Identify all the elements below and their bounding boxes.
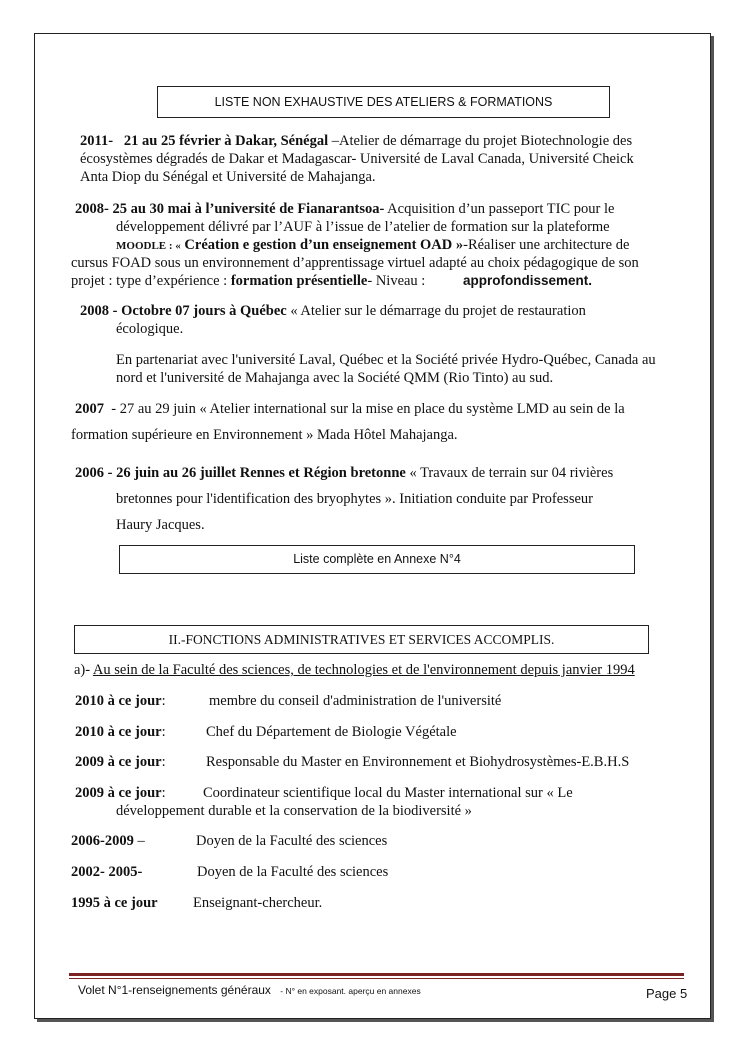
function-date: 2010 à ce jour <box>75 724 162 740</box>
function-sep: : <box>161 785 166 801</box>
page-number: Page 5 <box>646 986 688 1001</box>
function-desc: Chef du Département de Biologie Végétale <box>206 724 457 740</box>
section-a-text: Au sein de la Faculté des sciences, de technologies et de l'environnement depuis janvier 1994 <box>92 662 635 678</box>
entry-2008a-line4: cursus FOAD sous un environnement d’apprentissage virtuel adapté au choix pédagogique de son <box>71 255 639 271</box>
function2-sep: – <box>133 833 145 849</box>
function-desc: membre du conseil d'administration de l'université <box>209 693 502 709</box>
function-desc: Coordinateur scientifique local du Master international sur « Le <box>203 785 573 801</box>
function-row <box>75 784 166 802</box>
entry-2008a-creation: Création e gestion d’un enseignement OAD » <box>184 237 464 253</box>
entry-2008a-moodle: MOODLE : « <box>116 240 181 252</box>
entry-2007-line2: formation supérieure en Environnement » Mada Hôtel Mahajanga. <box>71 427 458 443</box>
entry-2008a-text1: Acquisition d’un passeport TIC pour le <box>387 201 615 217</box>
entry-2006-line2: bretonnes pour l'identification des bryophytes ». Initiation conduite par Professeur <box>116 491 593 507</box>
entry-2011-year: 2011- <box>80 133 114 149</box>
entry-2008b-line1 <box>80 302 586 320</box>
entry-2006-line3: Haury Jacques. <box>116 517 205 533</box>
entry-2008a-type: projet : type d’expérience : <box>71 273 228 289</box>
function-row <box>75 753 166 771</box>
function2-date: 1995 à ce jour <box>71 895 158 911</box>
section2-title: II.-FONCTIONS ADMINISTRATIVES ET SERVICES ACCOMPLIS. <box>168 632 555 647</box>
footer-note: - N° en exposant. aperçu en annexes <box>280 986 421 996</box>
entry-2008b-text1: « Atelier sur le démarrage du projet de restauration <box>290 303 586 319</box>
entry-2008b-line2: écologique. <box>116 321 184 337</box>
function2-date: 2006-2009 <box>71 833 134 849</box>
function-date: 2010 à ce jour <box>75 693 162 709</box>
section-a-heading <box>74 661 635 679</box>
function-desc-cont: développement durable et la conservation de la biodiversité » <box>116 803 472 819</box>
function2-row <box>71 832 145 850</box>
entry-2011-date: 21 au 25 février à Dakar, Sénégal <box>123 133 329 149</box>
entry-2011-text1: –Atelier de démarrage du projet Biotechnologie des <box>331 133 633 149</box>
function-desc: Responsable du Master en Environnement et Biohydrosystèmes-E.B.H.S <box>206 754 630 770</box>
function-date: 2009 à ce jour <box>75 785 162 801</box>
entry-2008a-line2: développement délivré par l’AUF à l’issue de l’atelier de formation sur la plateforme <box>116 219 610 235</box>
function2-date: 2002- 2005- <box>71 864 143 880</box>
workshops-header-box <box>157 86 610 118</box>
entry-2008a-line1 <box>75 200 614 218</box>
entry-2011-line2: écosystèmes dégradés de Dakar et Madagascar- Université de Laval Canada, Université Cheick <box>80 151 634 167</box>
entry-2008a-level: approfondissement. <box>462 273 592 288</box>
function2-row <box>71 894 158 912</box>
function2-row <box>71 863 142 881</box>
function-sep: : <box>161 724 166 740</box>
function2-desc: Doyen de la Faculté des sciences <box>196 833 388 849</box>
entry-2008b-date: 2008 - Octobre 07 jours à Québec <box>80 303 287 319</box>
entry-2008a-line5 <box>71 272 592 290</box>
function-row <box>75 692 166 710</box>
entry-2008a-level-label: - Niveau : <box>367 273 426 289</box>
section-a-prefix: a)- <box>74 662 91 678</box>
entry-2007-line1 <box>75 400 625 418</box>
function2-desc: Enseignant-chercheur. <box>193 895 323 911</box>
function-sep: : <box>161 693 166 709</box>
entry-2011-line1 <box>80 132 632 150</box>
function2-desc: Doyen de la Faculté des sciences <box>197 864 389 880</box>
footer-rule-thin <box>69 978 684 979</box>
footer-left <box>78 983 421 997</box>
footer-volet: Volet N°1-renseignements généraux <box>78 983 271 997</box>
function-date: 2009 à ce jour <box>75 754 162 770</box>
function-sep: : <box>161 754 166 770</box>
annex-text: Liste complète en Annexe N°4 <box>293 552 461 566</box>
annex-box <box>119 545 635 574</box>
function-row <box>75 723 166 741</box>
entry-2008b-para2: nord et l'université de Mahajanga avec la Société QMM (Rio Tinto) au sud. <box>116 370 554 386</box>
entry-2007-text1: - 27 au 29 juin « Atelier international sur la mise en place du système LMD au sein de la <box>111 401 625 417</box>
entry-2006-line1 <box>75 464 613 482</box>
entry-2008b-para1: En partenariat avec l'université Laval, Québec et la Société privée Hydro-Québec, Canada au <box>116 352 656 368</box>
entry-2006-text1: « Travaux de terrain sur 04 rivières <box>409 465 614 481</box>
entry-2006-date: 2006 - 26 juin au 26 juillet Rennes et Région bretonne <box>75 465 406 481</box>
entry-2008a-text3: -Réaliser une architecture de <box>463 237 630 253</box>
entry-2011-line3: Anta Diop du Sénégal et Université de Mahajanga. <box>80 169 376 185</box>
entry-2008a-format: formation présentielle <box>230 273 368 289</box>
footer-rule <box>69 973 684 976</box>
entry-2008a-line3 <box>116 236 629 255</box>
workshops-header-title: LISTE NON EXHAUSTIVE DES ATELIERS & FORMATIONS <box>214 95 553 109</box>
entry-2007-year: 2007 <box>75 401 104 417</box>
entry-2008a-date: 2008- 25 au 30 mai à l’université de Fianarantsoa- <box>75 201 385 217</box>
section2-box <box>74 625 649 654</box>
